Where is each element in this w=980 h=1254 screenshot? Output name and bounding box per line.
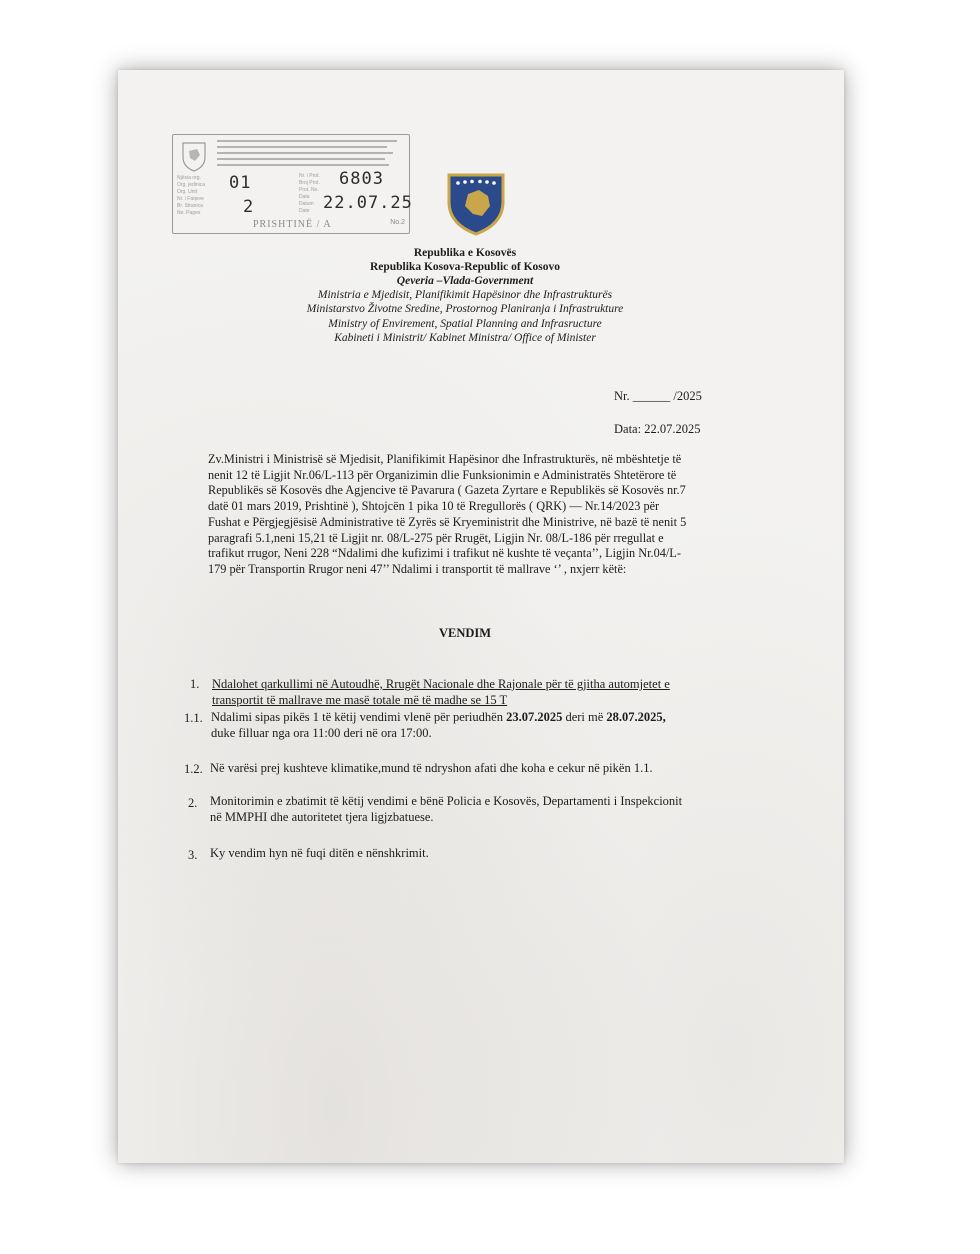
header-ministry-sr: Ministarstvo Životne Sredine, Prostornog Planiranja i Infrastrukture [306,303,624,316]
stamp-header-line [217,164,389,166]
item-number: 1.2. [184,762,203,776]
header-ministry-en: Ministry of Envirement, Spatial Planning and Infrasructure [328,317,602,330]
stamp-labels-right: Nr. i Prot. Broj Prot. Prot. No. Data Datum Date [299,173,320,214]
item-number: 1. [190,677,200,691]
header-office: Kabineti i Ministrit/ Kabinet Ministra/ Office of Minister [334,331,596,344]
item-number: 3. [188,848,198,862]
header-republic: Republika e Kosovës [413,247,517,259]
kosovo-coat-of-arms-icon [446,172,506,236]
item-1-2-text: Në varësi prej kushteve klimatike,mund të ndryshon afati dhe koha e cekur në pikën 1.1. [210,761,653,775]
stamp-handwritten-pages: 2 [243,197,255,217]
intro-line: paragrafi 5.1,neni 15,21 të Ligjit nr. 08/L-275 për Rrugët, Ligjin Nr. 08/L-186 për rregullat e [208,530,664,545]
intro-paragraph [208,452,760,578]
stamp-number: No.2 [390,219,405,226]
item-number: 2. [188,796,198,810]
stamp-handwritten-date: 22.07.25 [323,193,413,213]
decision-title: VENDIM [438,626,492,640]
stamp-header-line [217,152,393,154]
document-number: Nr. ______ /2025 [614,389,702,403]
stamp-header-line [217,146,387,148]
item-3-text: Ky vendim hyn në fuqi ditën e nënshkrimit. [210,846,429,860]
intro-line: Republikës së Kosovës dhe Agjencive të Pavarura ( Gazeta Zyrtare e Republikës së Kosovës nr.7 [208,483,686,498]
item-number: 1.1. [184,711,203,725]
intro-line: 179 për Transportin Rrugor neni 47’’ Ndalimi i transportit të mallrave ‘’ , nxjerr këtë: [208,561,627,576]
document-header [260,246,670,345]
header-ministry-al: Ministria e Mjedisit, Planifikimit Hapësinor dhe Infrastrukturës [317,289,613,301]
stamp-labels-left: Njësia org. Org. jedinica Org. Unit Nr. i Faqeve Br. Stranica No. Pages [177,175,206,216]
stamp-handwritten-org: 01 [229,173,252,193]
document-date: Data: 22.07.2025 [614,422,701,436]
item-1-text: Ndalohet qarkullimi në Autoudhë, Rrugët Nacionale dhe Rajonale për të gjitha automjetet e transportit të mallrave me masë totale më të madhe se 15 T [212,677,670,707]
item-1-1-text: Ndalimi sipas pikës 1 të këtij vendimi vlenë për periudhën 23.07.2025 deri më 28.07.2025, duke filluar nga ora 11:00 deri në ora 17:00. [211,710,666,740]
stamp-city: PRISHTINË / A [253,219,332,230]
intro-line: trafikut rrugor, Neni 228 “Ndalimi dhe kufizimi i trafikut në kushte të veçanta’’, Ligjin Nr.04/L- [208,546,681,561]
stamp-emblem-icon [179,139,209,173]
header-government: Qeveria –Vlada-Government [396,275,534,287]
intro-line: Fushat e Përgjegjësisë Administrative të Zyrës së Kryeministrit dhe Ministrive, në bazë të nenit 5 [208,514,687,529]
intro-line: Zv.Ministri i Ministrisë së Mjedisit, Planifikimit Hapësinor dhe Infrastrukturës, në mbështetje të [208,452,682,466]
item-2-text: Monitorimin e zbatimit të këtij vendimi e bënë Policia e Kosovës, Departamenti i Inspekcionit në MMPHI dhe autoritetet tjera ligjzbatuese. [210,794,683,824]
intro-line: nenit 12 të Ligjit Nr.06/L-113 për Organizimin dlie Funksionimin e Administratës Shtetërore të [208,467,677,482]
registration-stamp [172,134,413,234]
intro-line: datë 01 mars 2019, Prishtinë ), Shtojcën 1 pika 10 të Rregullorës ( QRK) — Nr.14/2023 për [208,499,660,514]
stamp-header-line [217,158,385,160]
header-republic-trilingual: Republika Kosova-Republic of Kosovo [369,261,561,273]
stamp-header-line [217,140,397,142]
stamp-handwritten-prot: 6803 [339,169,384,189]
